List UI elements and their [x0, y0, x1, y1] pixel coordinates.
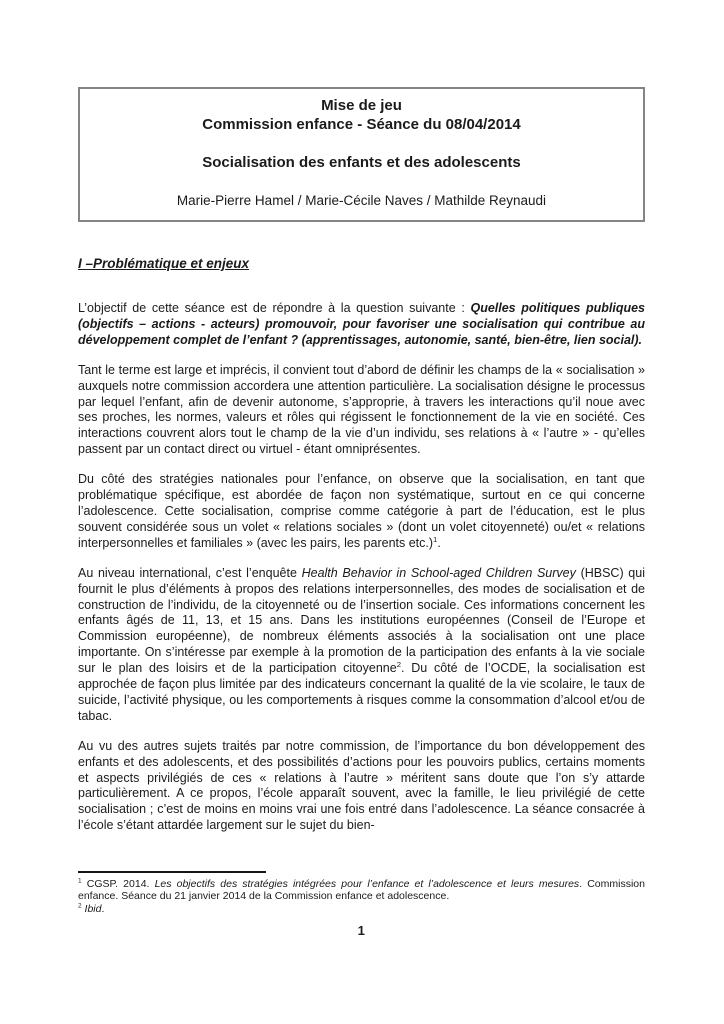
body-paragraph	[78, 301, 645, 349]
text-segment: .	[437, 535, 441, 550]
page-number: 1	[357, 923, 366, 938]
footnote-separator	[78, 871, 266, 873]
text-segment: . Du côté de l’OCDE, la socialisation est approchée de façon plus limitée par des indicateurs concernant la qualité de la vie scolaire, le taux de suicide, l’activité physique, ou les comportements à risques comme la consommation d’alcool et/ou de tabac.	[78, 661, 645, 723]
body-paragraph	[78, 739, 645, 834]
text-segment: . Commission enfance. Séance du 21 janvier 2014 de la Commission enfance et adolescence.	[78, 878, 645, 903]
page-footer	[78, 871, 645, 938]
footnotes	[78, 878, 645, 915]
text-segment: Au niveau international, c’est l’enquête	[78, 565, 302, 580]
doc-title-line1: Mise de jeu	[321, 97, 402, 114]
text-segment: 1	[433, 534, 438, 544]
text-segment: Au vu des autres sujets traités par notre commission, de l’importance du bon développement des enfants et des adolescents, et des possibilités d’actions pour les pouvoirs publics, certains moments et aspects privilégiés de ces « relations à l’autre » méritent sans doute que l’on s’y attarde particulièrement. A ce propos, l’école apparaît souvent, avec la famille, le lieu privilégié de cette socialisation ; c’est de moins en moins vrai une fois entré dans l’adolescence. La séance consacrée à l’école s’étant attardée largement sur le sujet du bien-	[78, 738, 645, 833]
text-segment: Du côté des stratégies nationales pour l’enfance, on observe que la socialisation, en tant que problématique spécifique, est abordée de façon non systématique, surtout en ce qui concerne l’adolescence. Cette socialisation, comprise comme catégorie à part de l’éducation, est le plus souvent considérée sous un volet « relations sociales » (dont un volet citoyenneté) ou/et « relations interpersonnelles et familiales » (avec les pairs, les parents etc.)	[78, 472, 645, 550]
text-segment: Les objectifs des stratégies intégrées pour l’enfance et l’adolescence et leurs mesures	[154, 878, 580, 891]
body-paragraph	[78, 363, 645, 458]
text-segment: Health Behavior in School-aged Children Survey	[301, 565, 576, 580]
text-segment: (HBSC) qui fournit le plus d’éléments à propos des relations interpersonnelles, des modes de socialisation et de construction de l’individu, de la citoyenneté ou de l’insertion sociale. Ces informations concernent les enfants âgés de 11, 13, et 15 ans. Dans les institutions européennes (Conseil de l’Europe et Commission européenne), de nombreux éléments associés à la socialisation ont une place importante. On s’intéresse par exemple à la promotion de la participation des enfants à la vie sociale sur le plan des loisirs et de la participation citoyenne	[78, 565, 645, 676]
text-segment: 2	[78, 902, 82, 910]
text-segment: Quelles politiques publiques (objectifs – actions - acteurs) promouvoir, pour favoriser une socialisation qui contribue au développement complet de l’enfant ? (apprentissages, autonomie, santé, bien-être, lien social).	[78, 301, 646, 347]
body-paragraph	[78, 472, 645, 552]
text-segment: L’objectif de cette séance est de répondre à la question suivante :	[78, 301, 471, 315]
section-heading: I –Problématique et enjeux	[78, 256, 250, 271]
body-text	[78, 301, 645, 834]
doc-authors: Marie-Pierre Hamel / Marie-Cécile Naves / Mathilde Reynaudi	[176, 193, 547, 208]
text-segment: Ibid	[84, 902, 102, 915]
text-segment: 1	[78, 877, 82, 885]
footnote	[78, 878, 645, 903]
body-paragraph	[78, 566, 645, 725]
title-box	[78, 87, 645, 222]
doc-title-line2: Commission enfance - Séance du 08/04/2014	[202, 116, 521, 133]
doc-subject: Socialisation des enfants et des adolescents	[202, 154, 521, 171]
text-segment: 2	[396, 659, 401, 669]
text-segment: .	[101, 902, 105, 915]
text-segment: CGSP. 2014.	[81, 878, 155, 891]
footnote	[78, 903, 645, 915]
text-segment: Tant le terme est large et imprécis, il convient tout d’abord de définir les champs de la « socialisation » auxquels notre commission accordera une attention particulière. La socialisation désigne le processus par lequel l’enfant, afin de devenir autonome, s’approprie, à travers les interactions qu’il noue avec ses proches, les normes, valeurs et rôles qui régissent le fonctionnement de la vie en société. Ces interactions couvrent alors tout le champ de la vie d’un individu, ses relations à « l’autre » - qu’elles passent par un contact direct ou virtuel - étant omniprésentes.	[78, 362, 645, 457]
